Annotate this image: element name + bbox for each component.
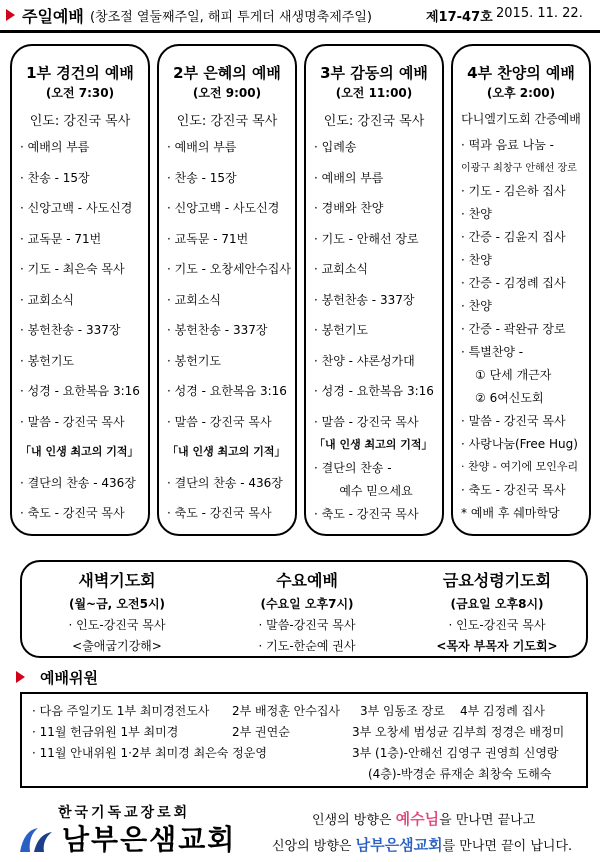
section-heading xyxy=(0,666,600,688)
weekday-service-name: 금요성령기도회 xyxy=(442,571,552,590)
list-item: · 찬송 - 15장 xyxy=(20,170,90,185)
service-box-2 xyxy=(157,44,297,536)
motto-line-2 xyxy=(272,834,572,855)
sermon-title: 「내 인생 최고의 기적」 xyxy=(314,437,433,451)
service-time: (오전 11:00) xyxy=(335,86,413,100)
list-item: · 말씀 - 강진국 목사 xyxy=(461,414,566,428)
list-item: · 결단의 찬송 - 436장 xyxy=(167,475,283,490)
service-name: 1부 경건의 예배 xyxy=(26,64,134,82)
list-item: · 예배의 부름 xyxy=(314,170,384,185)
list-item: · 경배와 찬양 xyxy=(314,201,384,215)
motto-highlight: 예수님 xyxy=(395,810,440,828)
duty-cell: · 다음 주일기도 1부 최미경전도사 xyxy=(32,704,210,718)
service-time: (오후 2:00) xyxy=(486,86,556,100)
list-item: · 교회소식 xyxy=(314,262,368,276)
section-title: 예배위원 xyxy=(40,669,98,687)
weekday-service-line: · 말씀-강진국 목사 xyxy=(258,618,356,632)
duty-cell: · 11월 헌금위원 1부 최미경 xyxy=(32,725,179,739)
triangle-bullet-icon xyxy=(6,9,15,21)
service-box-1 xyxy=(10,44,150,536)
service-time: (오전 9:00) xyxy=(192,86,262,100)
motto-line-1 xyxy=(312,808,535,829)
issue-number: 제17-47호 xyxy=(426,10,493,25)
list-item: · 떡과 음료 나눔 - xyxy=(461,138,554,152)
list-item: · 성경 - 요한복음 3:16 xyxy=(314,384,434,398)
order-list xyxy=(461,136,585,527)
sermon-title: 「내 인생 최고의 기적」 xyxy=(20,445,139,458)
weekday-service-line: · 인도-강진국 목사 xyxy=(68,618,166,632)
list-item: · 축도 - 강진국 목사 xyxy=(20,506,125,520)
duty-cell: 2부 배정훈 안수집사 xyxy=(232,704,341,718)
service-box-4 xyxy=(451,44,591,536)
weekday-service-schedule: (금요일 오후8시) xyxy=(450,597,544,611)
order-list xyxy=(314,138,438,535)
footer xyxy=(0,796,600,862)
list-item: · 교독문 - 71번 xyxy=(20,231,102,246)
weekday-service-name: 새벽기도회 xyxy=(78,571,156,590)
weekday-services-box xyxy=(20,560,588,658)
list-item: · 말씀 - 강진국 목사 xyxy=(167,414,272,429)
list-item: · 교회소식 xyxy=(167,292,221,307)
list-item: · 입례송 xyxy=(314,140,357,154)
list-item: · 봉헌기도 xyxy=(167,353,221,368)
list-item: · 봉헌찬송 - 337장 xyxy=(167,323,268,337)
list-item: · 기도 - 안해선 장로 xyxy=(314,231,419,246)
service-name: 4부 찬양의 예배 xyxy=(467,64,575,82)
list-item: · 결단의 찬송 - 436장 xyxy=(20,475,136,490)
list-item: · 봉헌찬송 - 337장 xyxy=(20,323,121,337)
list-item: · 특별찬양 - xyxy=(461,345,524,359)
order-list xyxy=(167,138,291,535)
weekday-service xyxy=(222,562,392,654)
motto-text: 인생의 방향은 xyxy=(312,813,396,828)
list-item: · 말씀 - 강진국 목사 xyxy=(20,414,125,429)
list-item: · 기도 - 오창세안수집사 xyxy=(167,262,291,276)
list-item: · 사랑나눔(Free Hug) xyxy=(461,437,578,451)
motto-text: 을 만나면 끝나고 xyxy=(439,813,536,828)
weekday-service-line: · 인도-강진국 목사 xyxy=(448,618,546,632)
list-item: · 신앙고백 - 사도신경 xyxy=(167,201,280,215)
list-item: 예수 믿으세요 xyxy=(339,483,413,498)
list-item: · 기도 - 김은하 집사 xyxy=(461,184,566,198)
list-item: · 축도 - 강진국 목사 xyxy=(461,483,566,497)
list-item: · 성경 - 요한복음 3:16 xyxy=(20,384,140,398)
list-item: ② 6여신도회 xyxy=(475,391,544,405)
duty-cell: 4부 김정례 집사 xyxy=(460,704,545,718)
duty-cell: 3부 (1층)-안해선 김영구 권영희 신영랑 xyxy=(352,746,559,760)
service-leader: 다니엘기도회 간증예배 xyxy=(461,112,581,126)
weekday-service-schedule: (수요일 오후7시) xyxy=(260,597,354,611)
service-leader: 인도: 강진국 목사 xyxy=(176,114,278,129)
motto-highlight: 남부은샘교회 xyxy=(355,836,443,854)
list-item: · 찬양 - 샤론성가대 xyxy=(314,353,415,368)
service-time: (오전 7:30) xyxy=(45,86,115,100)
list-item: · 찬양 xyxy=(461,299,492,313)
weekday-service-line: · 기도-한순예 권사 xyxy=(258,639,356,653)
service-box-3 xyxy=(304,44,444,536)
service-name: 3부 감동의 예배 xyxy=(320,64,428,82)
page-title: 주일예배 xyxy=(22,7,84,26)
duty-cell: 2부 권연순 xyxy=(232,725,290,739)
service-name: 2부 은혜의 예배 xyxy=(173,64,281,82)
motto-text: 신앙의 방향은 xyxy=(272,839,356,854)
weekday-service-schedule: (월~금, 오전5시) xyxy=(68,597,166,611)
service-leader: 인도: 강진국 목사 xyxy=(29,114,131,129)
duty-cell: 3부 오창세 범성균 김부희 정경은 배정미 xyxy=(352,725,565,739)
list-item: · 간증 - 곽완규 장로 xyxy=(461,322,566,336)
list-item: · 찬양 - 여기에 모인우리 xyxy=(461,460,579,473)
church-name: 남부은샘교회 xyxy=(62,823,237,856)
list-item: · 기도 - 최은숙 목사 xyxy=(20,262,125,276)
list-item: · 봉헌찬송 - 337장 xyxy=(314,292,415,307)
order-list xyxy=(20,138,144,535)
list-item: · 교독문 - 71번 xyxy=(167,231,249,246)
weekday-service xyxy=(32,562,202,654)
page-header xyxy=(0,0,600,34)
duty-roster-box xyxy=(20,692,588,788)
service-leader: 인도: 강진국 목사 xyxy=(323,114,425,129)
list-item: · 예배의 부름 xyxy=(20,140,90,154)
sermon-title: 「내 인생 최고의 기적」 xyxy=(167,445,286,458)
header-divider xyxy=(0,30,600,33)
duty-cell: (4층)-박경순 류재순 최창숙 도해숙 xyxy=(368,767,552,781)
weekday-service xyxy=(412,562,582,654)
list-item: · 간증 - 김윤지 집사 xyxy=(461,230,566,244)
weekday-service-line: <출애굽기강해> xyxy=(72,639,162,653)
list-item: · 간증 - 김정례 집사 xyxy=(461,276,566,290)
weekday-service-line: <목자 부목자 기도회> xyxy=(436,639,558,653)
list-item: · 예배의 부름 xyxy=(167,140,237,154)
list-item: · 축도 - 강진국 목사 xyxy=(314,506,419,521)
list-item: * 예배 후 쉐마학당 xyxy=(461,506,560,520)
list-item: · 찬송 - 15장 xyxy=(167,170,237,185)
list-item: · 찬양 xyxy=(461,253,492,267)
list-item: · 찬양 xyxy=(461,207,492,221)
denomination-name: 한국기독교장로회 xyxy=(58,805,191,821)
triangle-bullet-icon xyxy=(16,671,25,683)
list-item: 이광구 최창구 안해선 장로 xyxy=(461,163,577,174)
list-item: · 말씀 - 강진국 목사 xyxy=(314,414,419,429)
issue-date: 2015. 11. 22. xyxy=(496,6,583,21)
list-item: · 축도 - 강진국 목사 xyxy=(167,506,272,520)
list-item: · 봉헌기도 xyxy=(20,353,74,368)
list-item: · 성경 - 요한복음 3:16 xyxy=(167,384,287,398)
list-item: · 교회소식 xyxy=(20,292,74,307)
duty-cell: 3부 임동조 장로 xyxy=(360,704,445,718)
list-item: · 결단의 찬송 - xyxy=(314,460,392,475)
list-item: ① 단세 개근자 xyxy=(475,368,552,382)
weekday-service-name: 수요예배 xyxy=(276,571,338,590)
motto-text: 를 만나면 끝이 납니다. xyxy=(442,839,573,854)
list-item: · 봉헌기도 xyxy=(314,323,368,337)
list-item: · 신앙고백 - 사도신경 xyxy=(20,201,133,215)
duty-cell: · 11월 안내위원 1·2부 최미경 최은숙 정운영 xyxy=(32,746,267,760)
page-subtitle: (창조절 열둘째주일, 해피 투게더 새생명축제주일) xyxy=(90,10,372,25)
church-logo-icon xyxy=(18,824,56,854)
